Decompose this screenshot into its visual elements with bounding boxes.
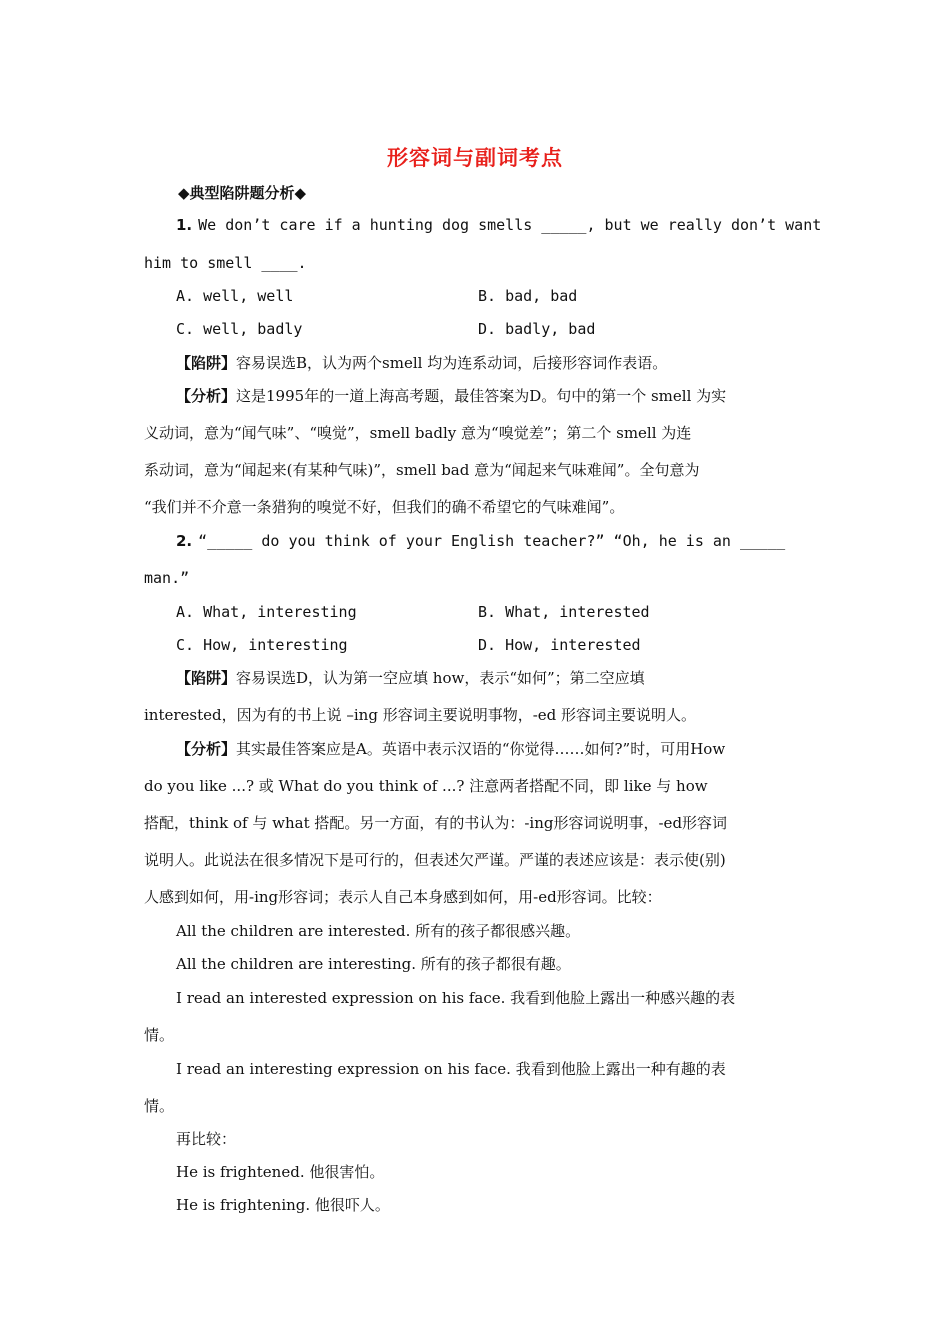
question-1-trap xyxy=(176,353,667,373)
example-4-line-1: I read an interesting expression on his face. 我看到他脸上露出一种有趣的表 xyxy=(176,1060,726,1078)
question-2-analysis-line-1 xyxy=(176,739,725,759)
trap-text: 容易误选D，认为第一空应填 how，表示“如何”；第二空应填 xyxy=(236,669,645,687)
question-2-trap-line-1 xyxy=(176,668,645,688)
question-2-line-1 xyxy=(176,531,785,551)
question-1-analysis-line-4: “我们并不介意一条猎狗的嗅觉不好，但我们的确不希望它的气味难闻”。 xyxy=(144,498,625,516)
example-3-line-1: I read an interested expression on his face. 我看到他脸上露出一种感兴趣的表 xyxy=(176,989,736,1007)
question-1-option-d: D. badly, bad xyxy=(478,320,596,338)
question-1-stem-1: We don’t care if a hunting dog smells _____, but we really don’t want xyxy=(198,216,822,234)
compare-again-heading: 再比较： xyxy=(176,1130,237,1148)
question-2-stem-2: man.” xyxy=(144,569,190,587)
trap-text: 容易误选B，认为两个smell 均为连系动词，后接形容词作表语。 xyxy=(236,354,668,372)
analysis-text: 其实最佳答案应是A。英语中表示汉语的“你觉得……如何?”时，可用How xyxy=(236,740,726,758)
question-2-analysis-line-3: 搭配，think of 与 what 搭配。另一方面，有的书认为：-ing形容词说明事，-ed形容词 xyxy=(144,814,728,832)
example-5: He is frightened. 他很害怕。 xyxy=(176,1163,385,1181)
question-2-stem-1: “_____ do you think of your English teacher?” “Oh, he is an _____ xyxy=(198,532,786,550)
question-2-option-a: A. What, interesting xyxy=(176,603,357,621)
question-2-analysis-line-5: 人感到如何，用-ing形容词；表示人自己本身感到如何，用-ed形容词。比较： xyxy=(144,888,662,906)
question-1-analysis-line-3: 系动词，意为“闻起来(有某种气味)”，smell bad 意为“闻起来气味难闻”。全句意为 xyxy=(144,461,700,479)
trap-tag: 【陷阱】 xyxy=(176,354,237,372)
analysis-text: 这是1995年的一道上海高考题，最佳答案为D。句中的第一个 smell 为实 xyxy=(236,387,727,405)
example-2: All the children are interesting. 所有的孩子都很有趣。 xyxy=(176,955,571,973)
question-1-analysis-line-2: 义动词，意为“闻气味”、“嗅觉”，smell badly 意为“嗅觉差”；第二个 smell 为连 xyxy=(144,424,692,442)
question-1-option-c: C. well, badly xyxy=(176,320,303,338)
example-6: He is frightening. 他很吓人。 xyxy=(176,1196,390,1214)
question-1-analysis-line-1 xyxy=(176,386,726,406)
question-2-analysis-line-4: 说明人。此说法在很多情况下是可行的，但表述欠严谨。严谨的表述应该是：表示使(别) xyxy=(144,851,726,869)
section-heading: ◆典型陷阱题分析◆ xyxy=(178,184,307,202)
trap-tag: 【陷阱】 xyxy=(176,669,237,687)
question-1-option-b: B. bad, bad xyxy=(478,287,578,305)
question-2-option-b: B. What, interested xyxy=(478,603,650,621)
question-2-analysis-line-2: do you like ...? 或 What do you think of ...? 注意两者搭配不同，即 like 与 how xyxy=(144,777,708,795)
analysis-tag: 【分析】 xyxy=(176,740,237,758)
example-1: All the children are interested. 所有的孩子都很感兴趣。 xyxy=(176,922,581,940)
question-2-trap-line-2: interested，因为有的书上说 –ing 形容词主要说明事物，-ed 形容词主要说明人。 xyxy=(144,706,697,724)
question-1-stem-2: him to smell ____. xyxy=(144,254,307,272)
question-2-option-d: D. How, interested xyxy=(478,636,641,654)
question-1-number: 1. xyxy=(176,216,193,234)
analysis-tag: 【分析】 xyxy=(176,387,237,405)
question-2-number: 2. xyxy=(176,532,193,550)
question-1-option-a: A. well, well xyxy=(176,287,294,305)
question-1-line-1 xyxy=(176,215,821,235)
question-2-option-c: C. How, interesting xyxy=(176,636,348,654)
example-3-line-2: 情。 xyxy=(144,1026,175,1044)
example-4-line-2: 情。 xyxy=(144,1097,175,1115)
page-title: 形容词与副词考点 xyxy=(387,146,563,170)
